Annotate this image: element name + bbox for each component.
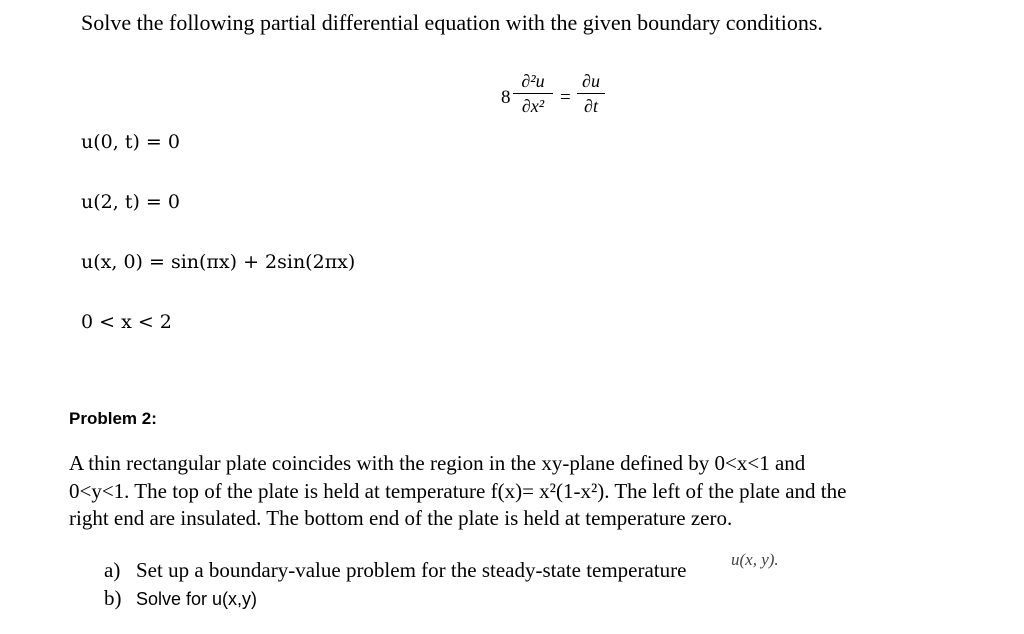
problem-2-line: right end are insulated. The bottom end of the plate is held at temperature zero. bbox=[69, 506, 733, 530]
problem-2-line: 0<y<1. The top of the plate is held at temperature f(x)= x²(1-x²). The left of the plate and the bbox=[69, 478, 847, 503]
instruction-text: Solve the following partial differential equation with the given boundary conditions. bbox=[81, 10, 823, 35]
pde-coefficient: 8 bbox=[501, 87, 511, 108]
problem-2-heading: Problem 2: bbox=[69, 409, 157, 428]
pde-equation bbox=[501, 70, 611, 130]
boundary-condition-right: u(2, t) = 0 bbox=[81, 191, 180, 213]
task-text: Solve for u(x,y) bbox=[136, 589, 258, 609]
task-math-expression: u(x, y). bbox=[731, 550, 779, 569]
task-item-a bbox=[104, 558, 686, 583]
pde-lhs-denominator: ∂x² bbox=[521, 96, 545, 116]
domain-condition: 0 < x < 2 bbox=[81, 311, 172, 333]
pde-rhs-denominator: ∂t bbox=[584, 96, 598, 116]
pde-equals-sign: = bbox=[560, 87, 571, 108]
problem-2-statement bbox=[69, 450, 846, 533]
boundary-condition-left: u(0, t) = 0 bbox=[81, 131, 180, 153]
fraction-bar bbox=[577, 93, 605, 94]
task-item-b bbox=[104, 586, 257, 611]
list-marker: a) bbox=[104, 558, 121, 582]
fraction-bar bbox=[513, 93, 553, 94]
initial-condition: u(x, 0) = sin(πx) + 2sin(2πx) bbox=[81, 251, 356, 273]
problem-2-line: A thin rectangular plate coincides with the region in the xy-plane defined by 0<x<1 and bbox=[69, 451, 806, 475]
list-marker: b) bbox=[104, 586, 122, 610]
pde-lhs-fraction bbox=[513, 70, 553, 117]
task-text: Set up a boundary-value problem for the steady-state temperature bbox=[136, 558, 687, 582]
pde-lhs-numerator: ∂²u bbox=[521, 71, 545, 91]
pde-rhs-numerator: ∂u bbox=[582, 71, 600, 91]
pde-rhs-fraction bbox=[577, 70, 605, 117]
